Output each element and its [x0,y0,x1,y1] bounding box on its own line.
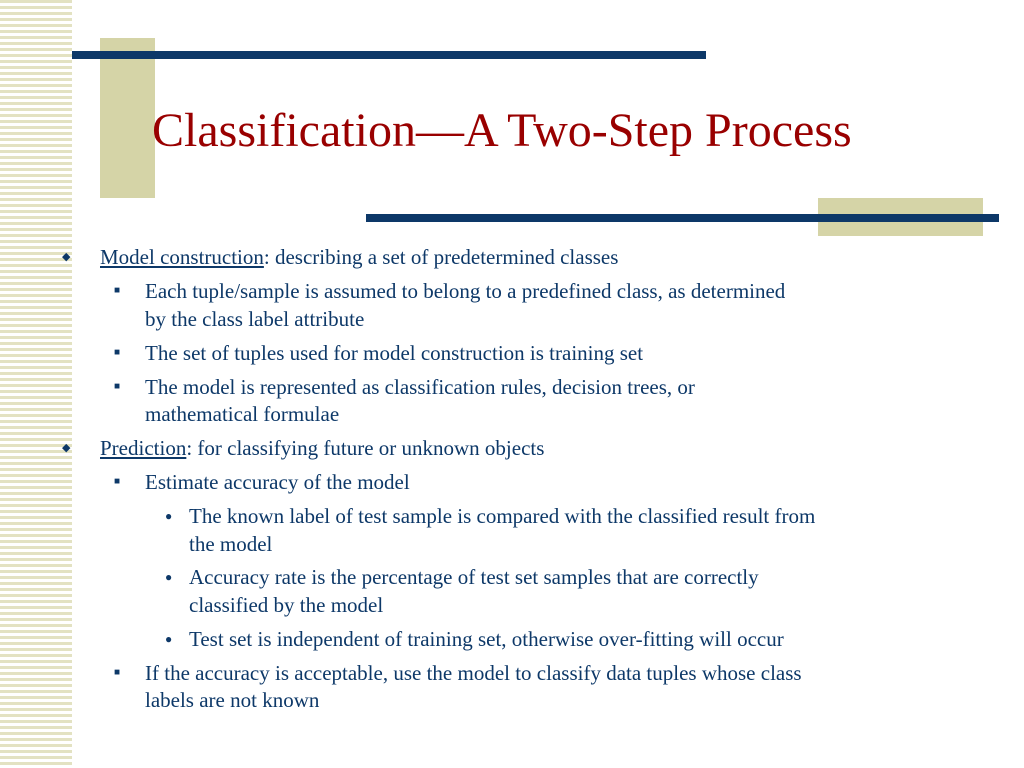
diamond-bullet-icon: ◆ [62,442,71,454]
slide-title: Classification—A Two-Step Process [152,104,852,157]
list-item-continuation: by the class label attribute [145,307,365,331]
model-construction-point [100,243,618,271]
list-item: Accuracy rate is the percentage of test set samples that are correctly [189,565,759,589]
list-item: The known label of test sample is compared with the classified result from [189,504,816,528]
diamond-bullet-icon: ◆ [62,251,71,263]
square-bullet-icon: ■ [114,347,121,358]
list-item: The model is represented as classification rules, decision trees, or [145,375,695,399]
square-bullet-icon: ■ [114,381,121,392]
square-bullet-icon: ■ [114,667,121,678]
list-item: If the accuracy is acceptable, use the model to classify data tuples whose class [145,661,802,685]
list-item: The set of tuples used for model construction is training set [145,341,644,365]
list-item-continuation: classified by the model [189,593,384,617]
list-item: Estimate accuracy of the model [145,470,410,494]
model-construction-term: Model construction [100,245,264,269]
model-construction-text: : describing a set of predetermined classes [263,245,619,269]
list-item: Each tuple/sample is assumed to belong to a predefined class, as determined [145,279,786,303]
list-item-continuation: mathematical formulae [145,402,340,426]
dot-bullet-icon: ● [165,570,173,584]
list-item-continuation: the model [189,532,273,556]
square-bullet-icon: ■ [114,476,121,487]
prediction-term: Prediction [100,436,187,460]
dot-bullet-icon: ● [165,509,173,523]
square-bullet-icon: ■ [114,285,121,296]
list-item: Test set is independent of training set, otherwise over-fitting will occur [189,627,784,651]
prediction-point [100,434,544,462]
prediction-text: : for classifying future or unknown objects [186,436,545,460]
dot-bullet-icon: ● [165,632,173,646]
list-item-continuation: labels are not known [145,688,320,712]
